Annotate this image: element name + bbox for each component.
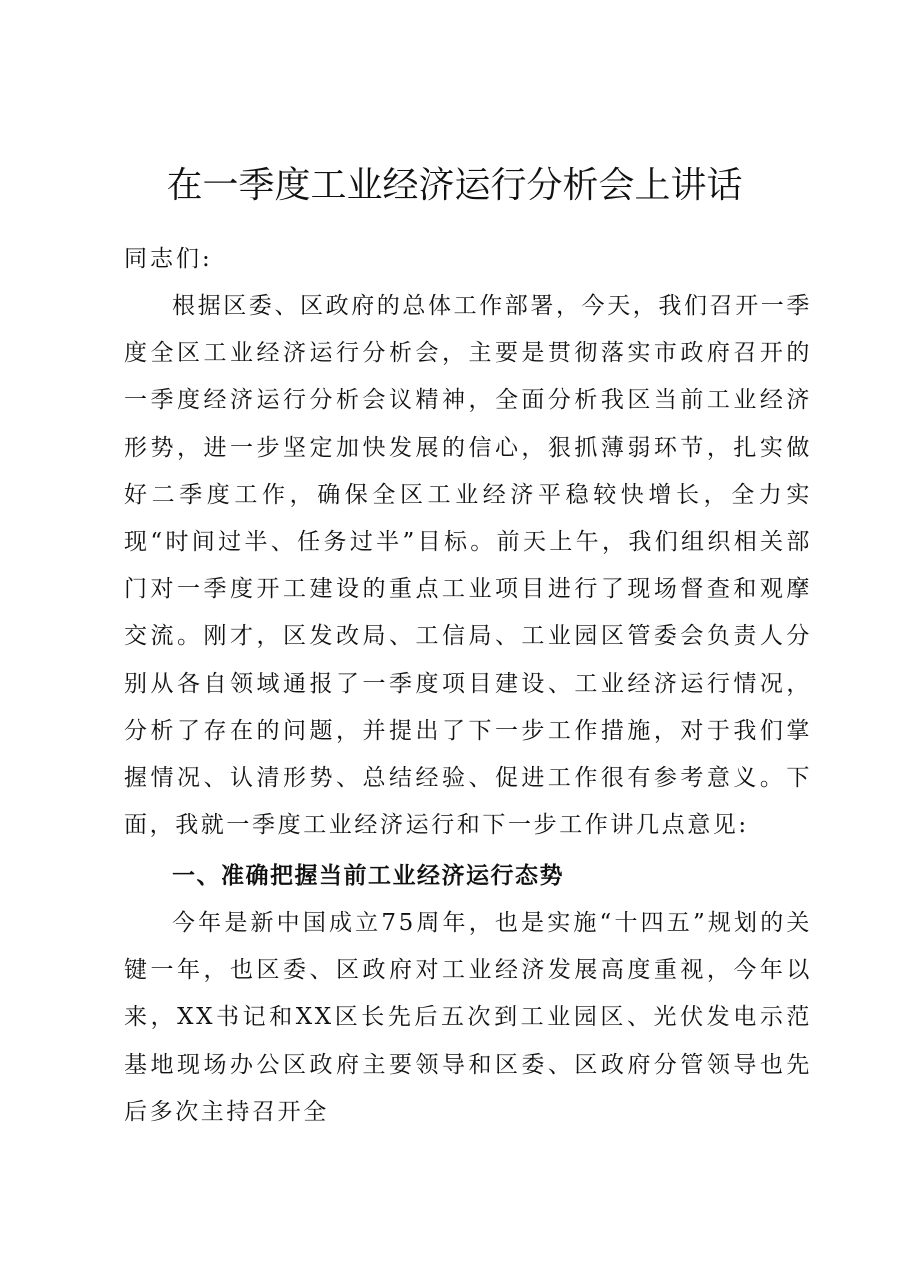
section-heading: 一、准确把握当前工业经济运行态势 [172,863,564,889]
salutation: 同志们: [124,246,213,272]
document-title: 在一季度工业经济运行分析会上讲话 [166,165,743,206]
body-paragraph-1: 根据区委、区政府的总体工作部署，今天，我们召开一季度全区工业经济运行分析会，主要是贯彻落实市政府召开的一季度经济运行分析会议精神，全面分析我区当前工业经济形势，进一步坚定加快发展的信心，狠抓薄弱环节，扎实做好二季度工作，确保全区工业经济平稳较快增长，全力实现“时间过半、任务过半”目标。前天上午，我们组织相关部门对一季度开工建设的重点工业项目进行了现场督查和观摩交流。刚才，区发改局、工信局、工业园区管委会负责人分别从各自领域通报了一季度项目建设、工业经济运行情况，分析了存在的问题，并提出了下一步工作措施，对于我们掌握情况、认清形势、总结经验、促进工作很有参考意义。下面，我就一季度工业经济运行和下一步工作讲几点意见: [124,293,812,839]
body-paragraph-2: 今年是新中国成立75周年，也是实施“十四五”规划的关键一年，也区委、区政府对工业经济发展高度重视，今年以来，XX书记和XX区长先后五次到工业园区、光伏发电示范基地现场办公区政府主要领导和区委、区政府分管领导也先后多次主持召开全 [124,910,812,1125]
